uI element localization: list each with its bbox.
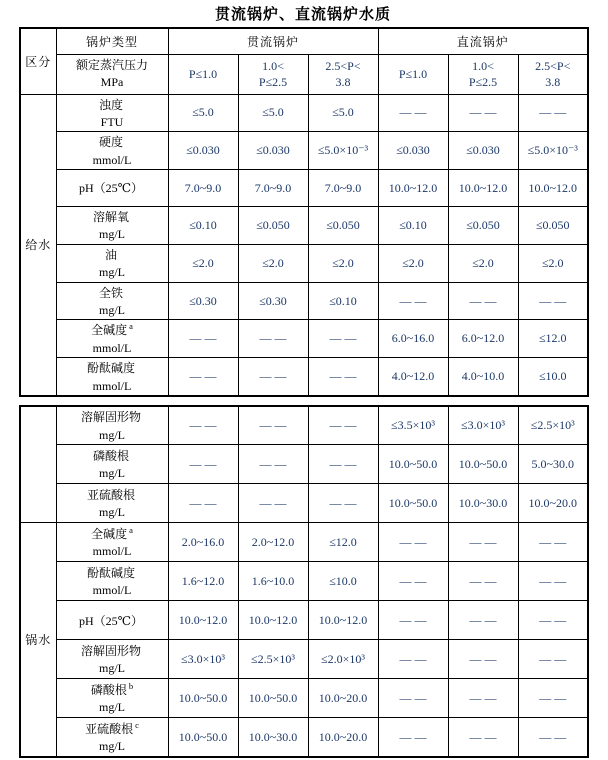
param-unit: mg/L [99,227,125,242]
value-cell: ≤0.10 [168,207,238,245]
param-unit: mmol/L [92,378,132,393]
water-quality-table-bottom [19,405,589,758]
pressure-col-line: 2.5<P< [325,58,361,73]
param-unit: mg/L [99,303,125,318]
param-name: 全铁 [98,285,123,300]
value-cell: — — [238,406,308,445]
value-cell: — — [168,320,238,358]
value-cell: — — [238,358,308,396]
value-cell: — — [448,679,518,718]
value-cell: — — [448,601,518,640]
param-sup: c [135,719,139,730]
rated-pressure-label [56,54,168,94]
param-name: 溶解固形物 [80,410,141,425]
param-name: 溶解固形物 [80,644,141,659]
value-cell: 6.0~16.0 [378,320,448,358]
group-direct-flow-header: 直流锅炉 [378,28,588,54]
value-cell: 10.0~12.0 [238,601,308,640]
param-name: 溶解氧 [92,210,129,225]
value-cell: ≤2.0 [308,244,378,282]
value-cell: 10.0~30.0 [448,484,518,523]
value-cell: — — [518,640,588,679]
param-unit: mg/L [99,265,125,280]
pressure-col-header [238,54,308,94]
value-cell: 10.0~12.0 [168,601,238,640]
group-once-through-header: 贯流锅炉 [168,28,378,54]
pressure-col-line: 1.0< [472,58,494,73]
region-header: 区分 [20,28,56,94]
value-cell: ≤0.30 [238,282,308,320]
value-cell: ≤0.050 [448,207,518,245]
value-cell: 4.0~10.0 [448,358,518,396]
value-cell: ≤0.030 [238,132,308,170]
value-cell: ≤3.5×10³ [378,406,448,445]
param-cell [56,320,168,358]
value-cell: — — [308,358,378,396]
pressure-col-header [378,54,448,94]
value-cell: — — [448,94,518,132]
param-name: 亚硫酸根 [85,721,134,736]
value-cell: — — [168,484,238,523]
param-name: 全碱度 [91,527,128,542]
value-cell: ≤10.0 [518,358,588,396]
value-cell: — — [238,484,308,523]
value-cell: 10.0~50.0 [168,679,238,718]
value-cell: 1.6~10.0 [238,562,308,601]
value-cell: 10.0~50.0 [168,718,238,757]
water-quality-table-top [19,27,589,397]
value-cell: — — [448,640,518,679]
param-cell [56,679,168,718]
value-cell: ≤5.0×10⁻³ [308,132,378,170]
value-cell: ≤0.10 [308,282,378,320]
value-cell: ≤0.030 [378,132,448,170]
value-cell: 10.0~20.0 [518,484,588,523]
value-cell: ≤3.0×10³ [168,640,238,679]
value-cell: ≤0.30 [168,282,238,320]
param-sup: b [128,681,134,692]
value-cell: ≤2.0 [378,244,448,282]
value-cell: 10.0~50.0 [378,445,448,484]
param-name: 亚硫酸根 [86,488,135,503]
pressure-col-line: 2.5<P< [535,58,571,73]
param-cell [56,406,168,445]
param-name: 浊度 [98,97,123,112]
param-name: 硬度 [98,135,123,150]
value-cell: 7.0~9.0 [238,170,308,207]
value-cell: 2.0~16.0 [168,523,238,562]
param-name: pH（25℃） [78,613,144,628]
param-cell [56,562,168,601]
value-cell: ≤0.050 [238,207,308,245]
value-cell: 10.0~12.0 [308,601,378,640]
value-cell: — — [378,94,448,132]
value-cell: 10.0~12.0 [448,170,518,207]
value-cell: ≤2.0 [168,244,238,282]
pressure-col-header [518,54,588,94]
param-unit: mg/L [99,739,125,754]
param-cell [56,484,168,523]
value-cell: — — [518,523,588,562]
value-cell: — — [518,282,588,320]
pressure-col-line: 1.0< [262,58,284,73]
param-name: pH（25℃） [78,181,144,196]
value-cell: ≤5.0×10⁻³ [518,132,588,170]
param-sup: a [129,321,133,332]
param-cell [56,132,168,170]
value-cell: ≤10.0 [308,562,378,601]
value-cell: — — [168,358,238,396]
param-unit: mmol/L [92,152,132,167]
value-cell: ≤2.0 [238,244,308,282]
param-cell [56,207,168,245]
param-unit: mg/L [99,466,125,481]
value-cell: — — [448,282,518,320]
value-cell: — — [378,718,448,757]
value-cell: — — [308,484,378,523]
value-cell: — — [448,562,518,601]
value-cell: 10.0~20.0 [308,679,378,718]
value-cell: — — [238,445,308,484]
value-cell: ≤2.0 [518,244,588,282]
value-cell: ≤2.5×10³ [238,640,308,679]
param-unit: mg/L [99,505,125,520]
param-unit: mg/L [99,427,125,442]
value-cell: 7.0~9.0 [168,170,238,207]
value-cell: — — [518,601,588,640]
value-cell: — — [308,406,378,445]
value-cell: — — [518,94,588,132]
param-name: 磷酸根 [90,683,127,698]
value-cell: 10.0~50.0 [238,679,308,718]
value-cell: 5.0~30.0 [518,445,588,484]
value-cell: ≤2.0×10³ [308,640,378,679]
rated-pressure-label-line1: 额定蒸汽压力 [75,57,148,72]
pressure-col-line: P≤2.5 [468,75,498,89]
value-cell: 10.0~12.0 [518,170,588,207]
param-cell [56,601,168,640]
value-cell: ≤12.0 [518,320,588,358]
param-cell [56,170,168,207]
param-unit: FTU [100,114,124,129]
value-cell: — — [448,523,518,562]
value-cell: 4.0~12.0 [378,358,448,396]
param-sup: a [129,525,133,536]
value-cell: 6.0~12.0 [448,320,518,358]
value-cell: ≤5.0 [238,94,308,132]
value-cell: 2.0~12.0 [238,523,308,562]
param-name: 油 [104,247,117,262]
value-cell: ≤5.0 [168,94,238,132]
page-title: 贯流锅炉、直流锅炉水质 [214,7,391,23]
param-unit: mmol/L [92,340,132,355]
value-cell: 10.0~50.0 [378,484,448,523]
value-cell: ≤0.050 [518,207,588,245]
pressure-col-line: 3.8 [335,75,351,89]
value-cell: — — [168,406,238,445]
region-feedwater: 给水 [20,94,56,396]
value-cell: — — [448,718,518,757]
value-cell: 10.0~12.0 [378,170,448,207]
value-cell: — — [518,679,588,718]
pressure-col-line: P≤1.0 [188,66,218,81]
value-cell: — — [378,523,448,562]
value-cell: ≤3.0×10³ [448,406,518,445]
value-cell: 7.0~9.0 [308,170,378,207]
rated-pressure-label-line2: MPa [100,75,124,89]
value-cell: — — [378,601,448,640]
value-cell: — — [378,562,448,601]
value-cell: — — [378,640,448,679]
value-cell: ≤2.5×10³ [518,406,588,445]
value-cell: 1.6~12.0 [168,562,238,601]
value-cell: ≤0.10 [378,207,448,245]
param-cell [56,640,168,679]
param-unit: mg/L [99,700,125,715]
param-cell [56,358,168,396]
value-cell: — — [518,718,588,757]
pressure-col-line: P≤1.0 [398,66,428,81]
value-cell: 10.0~20.0 [308,718,378,757]
param-cell [56,718,168,757]
value-cell: — — [238,320,308,358]
value-cell: 10.0~50.0 [448,445,518,484]
pressure-col-header [308,54,378,94]
pressure-col-line: 3.8 [545,75,561,89]
value-cell: ≤0.030 [448,132,518,170]
value-cell: ≤0.050 [308,207,378,245]
param-cell [56,244,168,282]
region-blank [20,406,56,523]
value-cell: — — [168,445,238,484]
param-cell [56,523,168,562]
value-cell: ≤0.030 [168,132,238,170]
param-unit: mg/L [99,661,125,676]
value-cell: ≤12.0 [308,523,378,562]
param-cell [56,445,168,484]
pressure-col-header [448,54,518,94]
value-cell: — — [378,679,448,718]
pressure-col-header [168,54,238,94]
param-name: 酚酞碱度 [86,361,135,376]
value-cell: — — [518,562,588,601]
param-cell [56,94,168,132]
param-unit: mmol/L [92,544,132,559]
value-cell: 10.0~30.0 [238,718,308,757]
region-boilerwater: 锅水 [20,523,56,757]
value-cell: ≤2.0 [448,244,518,282]
boiler-type-label: 锅炉类型 [56,28,168,54]
param-cell [56,282,168,320]
value-cell: — — [308,320,378,358]
param-name: 全碱度 [91,323,128,338]
value-cell: ≤5.0 [308,94,378,132]
param-name: 酚酞碱度 [86,566,135,581]
value-cell: — — [308,445,378,484]
value-cell: — — [378,282,448,320]
pressure-col-line: P≤2.5 [258,75,288,89]
param-name: 磷酸根 [92,449,129,464]
param-unit: mmol/L [92,583,132,598]
